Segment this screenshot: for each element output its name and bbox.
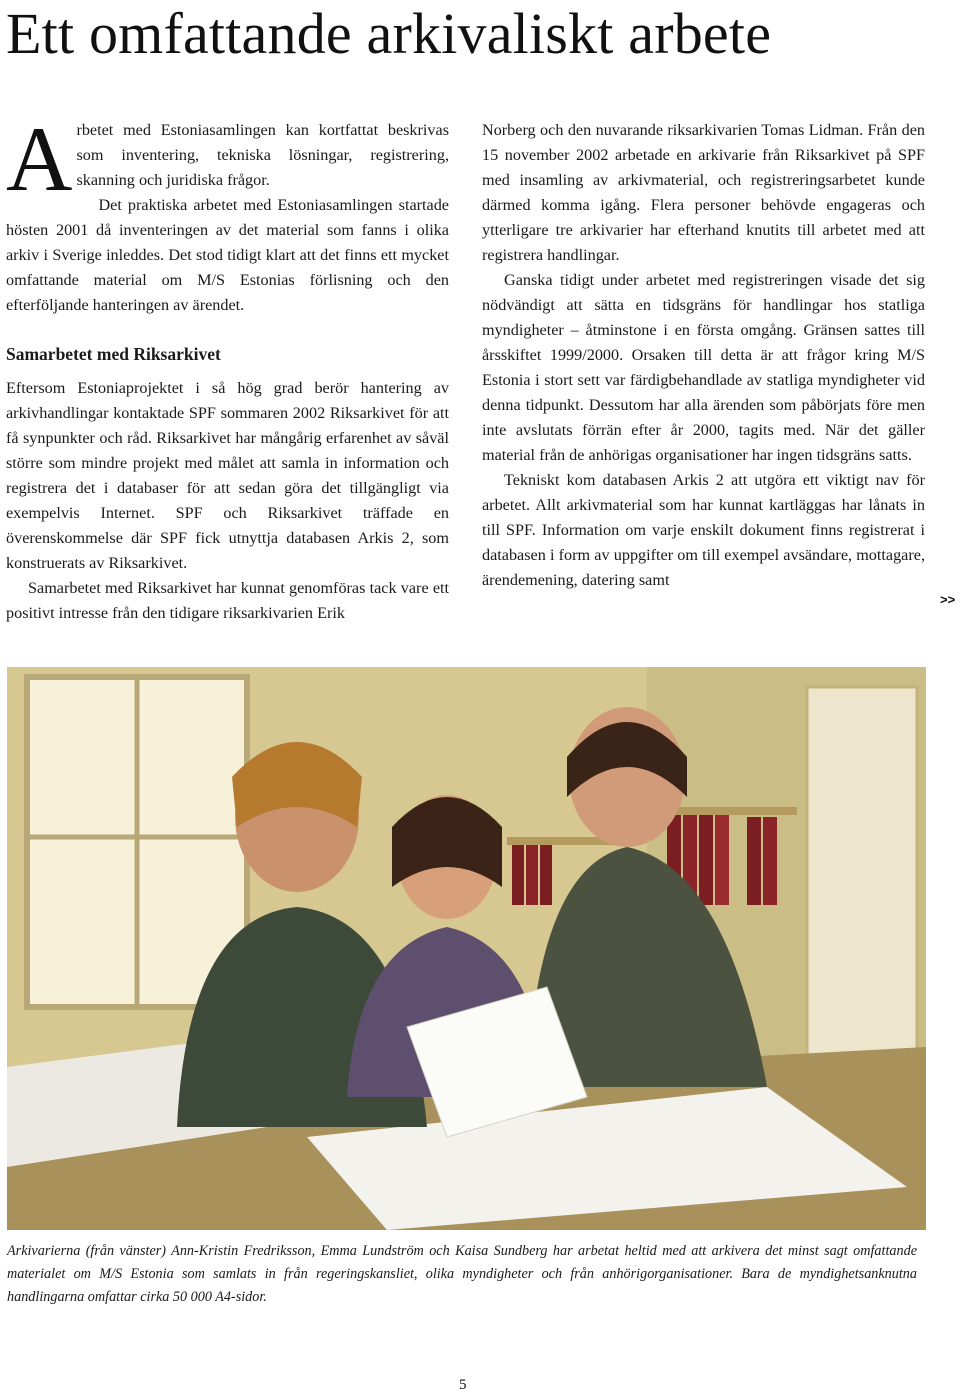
binder — [715, 815, 729, 905]
office-photo — [7, 667, 926, 1230]
binder — [747, 817, 761, 905]
page-number: 5 — [459, 1377, 467, 1393]
binder — [763, 817, 777, 905]
paragraph-2: Det praktiska arbetet med Estoniasamlingen startade hösten 2001 då inventeringen av det material som fanns i olika arkiv i Sverige inleddes. Det stod tidigt klart att det finns ett mycket omfattande material om M/S Estonias förlisning och den efterföljande hanteringen av ärendet. — [6, 196, 449, 314]
paragraph-3: Eftersom Estoniaprojektet i så hög grad berör hantering av arkivhandlingar kontaktade SPF sommaren 2002 Riksarkivet för att få synpunkter och råd. Riksarkivet har mångårig erfarenhet av såväl större som mindre projekt med målet att samla in information och registrera det i databaser för att sedan göra det tillgängligt via exempelvis Internet. SPF och Riksarkivet träffade en överenskommelse där SPF fick utnyttja databasen Arkis 2, som konstruerats av Riksarkivet. — [6, 379, 449, 572]
intro-paragraph — [6, 108, 449, 210]
right-paragraph-1: Norberg och den nuvarande riksarkivarien Tomas Lidman. Från den 15 november 2002 arbetade en arkivarie från Riksarkivet på SPF med insamling av arkivmaterial, och registreringsarbetet kunde därmed komma igång. Flera personer behövde engageras och ytterligare tre arkivarier har efterhand knutits till arbetet med att registrera handlingar. — [482, 121, 925, 264]
page-title: Ett omfattande arkivaliskt arbete — [6, 1, 772, 66]
right-paragraph-2: Ganska tidigt under arbetet med registreringen visade det sig nödvändigt att sätta en tidsgräns för handlingar hos statliga myndigheter – åtminstone i en första omgång. Gränsen sattes till årsskiftet 1999/2000. Orsaken till detta är att frågor kring M/S Estonia i stort sett var färdigbehandlade av statliga myndigheter vid denna tidpunkt. Dessutom har alla ärenden som påbörjats före men inte avslutats förrän efter år 2000, tagits med. När det gäller material från de anhörigas organisationer har ingen tidsgräns satts. — [482, 271, 925, 464]
photo-caption: Arkivarierna (från vänster) Ann-Kristin Fredriksson, Emma Lundström och Kaisa Sundberg har arbetat heltid med att arkivera det minst sagt omfattande materialet om M/S Estonia som samlats in från regeringskansliet, olika myndigheter och från anhörigorganisationer. Bara de myndighetsanknutna handlingarna omfattar cirka 50 000 A4-sidor. — [7, 1243, 917, 1305]
continue-marker: >> — [940, 592, 956, 607]
paragraph-4: Samarbetet med Riksarkivet har kunnat genomföras tack vare ett positivt intresse från den tidigare riksarkivarien Erik — [6, 579, 449, 622]
right-column — [482, 118, 925, 593]
drop-cap: A — [6, 108, 73, 210]
section-subheading: Samarbetet med Riksarkivet — [6, 344, 221, 364]
binder — [526, 845, 538, 905]
intro-text: rbetet med Estoniasamlingen kan kortfattat beskrivas som inventering, tekniska lösningar, registrering, skanning och juridiska frågor. — [76, 121, 449, 189]
left-column — [6, 108, 449, 626]
binder — [540, 845, 552, 905]
binder — [512, 845, 524, 905]
binder — [699, 815, 713, 905]
door — [807, 687, 917, 1087]
right-paragraph-3: Tekniskt kom databasen Arkis 2 att utgöra ett viktigt nav för arbetet. Allt arkivmaterial som har kunnat kartläggas har lånats in till SPF. Information om varje enskilt dokument finns registrerat i databasen i form av uppgifter om till exempel avsändare, mottagare, ärendemening, datering samt — [482, 471, 925, 589]
photo-illustration — [7, 667, 926, 1230]
